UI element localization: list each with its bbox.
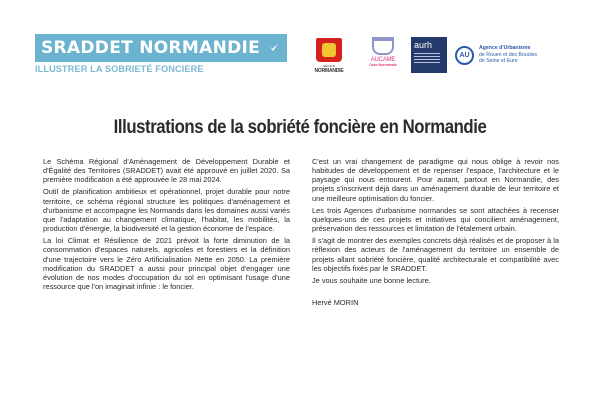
logo-normandie-small-text: RÉGION xyxy=(323,64,335,68)
left-column xyxy=(43,157,290,294)
aurh-name: aurh xyxy=(414,40,433,50)
aurh-lines xyxy=(414,53,444,63)
aucame-logo xyxy=(366,37,400,73)
paragraph: La loi Climat et Résilience de 2021 prévoit la forte diminution de la consommation d'espaces naturels, agricoles et forestiers et la définition d'une trajectoire vers le Zéro Artificialisation Nette en 2050. La première modification du SRADDET a aussi pour principal objet d'engager une évolution de nos modes d'occupation du sol en optimisant l'usage d'une ressource que l'on imaginait infinie : le foncier. xyxy=(43,236,290,292)
paragraph: Il s'agit de montrer des exemples concrets déjà réalisés et de proposer à la réflexion des acteurs de l'aménagement du territoire un ensemble de projets allant sobriété foncière, qualité architecturale et compatibilité avec les objectifs fixés par le SRADDET. xyxy=(312,236,559,273)
logo-normandie-word: NORMANDIE xyxy=(314,68,344,74)
agence-line-2: de Rouen et des Boucles xyxy=(479,51,537,58)
signature: Hervé MORIN xyxy=(312,298,359,308)
sraddet-banner xyxy=(35,34,287,62)
aurh-logo xyxy=(411,37,447,73)
paragraph: Je vous souhaite une bonne lecture. xyxy=(312,275,431,285)
banner-title: SRADDET NORMANDIE xyxy=(41,38,261,58)
right-column xyxy=(312,157,559,310)
aucame-name: AUCAME xyxy=(370,57,396,63)
region-normandie-logo xyxy=(313,38,345,76)
paragraph: Le Schéma Régional d'Aménagement de Développement Durable et d'Égalité des Territoires (SRADDET) avait été approuvé en juillet 2020. Sa première modification a été approuvée le 28 mai 2024. xyxy=(43,157,290,185)
paragraph: Outil de planification ambitieux et opérationnel, projet durable pour notre territoire, ce schéma régional structure les politiques d'aménagement et d'urbanisme et accompagne les Normands dans les domaines aussi variés que l'adaptation au changement climatique, l'habitat, les mobilités, la production d'énergie, la biodiversité et la gestion économe de l'espace. xyxy=(43,187,290,234)
agence-line-1: Agence d'Urbanisme xyxy=(479,45,531,52)
agence-line-3: de Seine et Eure xyxy=(479,58,518,65)
bird-icon xyxy=(267,42,279,54)
agence-circle-icon: AU xyxy=(455,46,474,65)
paragraph: Les trois Agences d'urbanisme normandes se sont attachées à recenser quelques-uns de ces projets et initiatives qui concilient aménagement, préservation des ressources et limitation de l'étalement urbain. xyxy=(312,205,559,234)
paragraph: C'est un vrai changement de paradigme qui nous oblige à revoir nos habitudes de développement et de repenser l'espace, l'architecture et le paysage qui nous entourent. Pour autant, partout en Normandie, des projets s'inscrivent déjà dans un aménagement durable de leur territoire et une meilleure optimisation du foncier. xyxy=(312,157,559,203)
aucame-mark-icon xyxy=(372,37,394,55)
normandie-shield-icon xyxy=(316,38,342,62)
agence-urbanisme-rouen-logo xyxy=(455,41,575,69)
aucame-sub: Caen Normandie xyxy=(369,63,397,67)
agence-text xyxy=(479,45,537,65)
banner-subtitle: ILLUSTRER LA SOBRIETÉ FONCIERE xyxy=(35,64,204,74)
document-title: Illustrations de la sobriété foncière en Normandie xyxy=(113,116,487,138)
